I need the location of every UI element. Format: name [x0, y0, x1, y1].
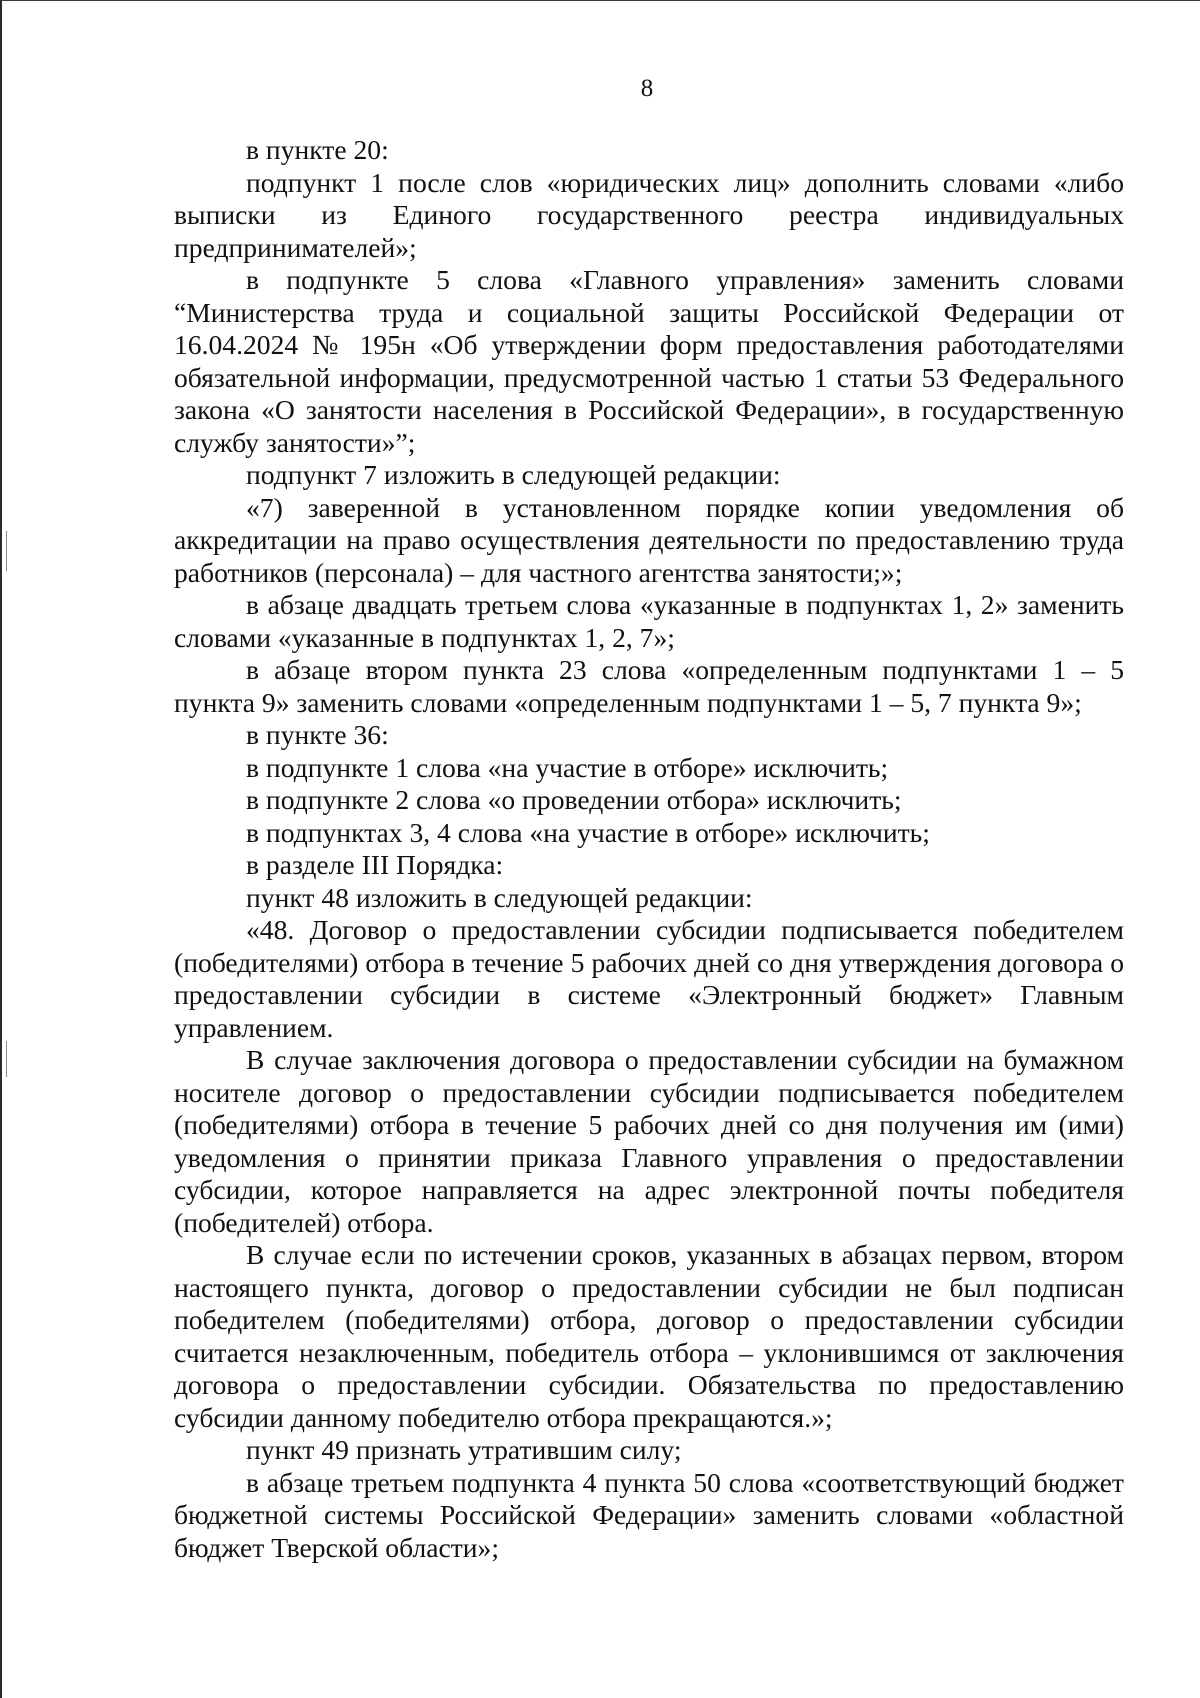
paragraph: В случае заключения договора о предоставлении субсидии на бумажном носителе договор о предоставлении субсидии подписывается победителем (победителями) отбора в течение 5 рабочих дней со дня получения им (ими) уведомления о принятии приказа Главного управления о предоставлении субсидии, которое направляется на адрес электронной почты победителя (победителей) отбора. [174, 1044, 1124, 1238]
paragraph: в абзаце третьем подпункта 4 пункта 50 слова «соответствующий бюджет бюджетной системы Российской Федерации» заменить словами «областной бюджет Тверской области»; [174, 1466, 1124, 1563]
page-number: 8 [640, 75, 654, 102]
paragraph: В случае если по истечении сроков, указанных в абзацах первом, втором настоящего пункта, договор о предоставлении субсидии не был подписан победителем (победителями) отбора, договор о предоставлении субсидии считается незаключенным, победитель отбора – уклонившимся от заключения договора о предоставлении субсидии. Обязательства по предоставлению субсидии данному победителю отбора прекращаются.»; [174, 1239, 1124, 1433]
paragraph: «48. Договор о предоставлении субсидии подписывается победителем (победителями) отбора в течение 5 рабочих дней со дня утверждения договора о предоставлении субсидии в системе «Электронный бюджет» Главным управлением. [174, 914, 1124, 1043]
paragraph: в пункте 36: [246, 719, 389, 750]
paragraph: подпункт 1 после слов «юридических лиц» дополнить словами «либо выписки из Единого государственного реестра индивидуальных предпринимателей»; [174, 166, 1124, 263]
paragraph: в подпунктах 3, 4 слова «на участие в отборе» исключить; [246, 816, 930, 848]
paragraph: «7) заверенной в установленном порядке копии уведомления об аккредитации на право осуществления деятельности по предоставлению труда работников (персонала) – для частного агентства занятости;»; [174, 491, 1124, 588]
paragraph: в абзаце двадцать третьем слова «указанные в подпунктах 1, 2» заменить словами «указанные в подпунктах 1, 2, 7»; [174, 589, 1124, 653]
paragraph: в разделе III Порядка: [246, 849, 504, 880]
paragraph: в подпункте 1 слова «на участие в отборе» исключить; [246, 751, 889, 783]
paragraph: в пункте 20: [246, 134, 389, 165]
paragraph: в подпункте 2 слова «о проведении отбора» исключить; [246, 784, 902, 815]
document-body [174, 134, 1124, 1564]
scan-edge-mark [6, 1041, 7, 1077]
paragraph: в абзаце втором пункта 23 слова «определенным подпунктами 1 – 5 пункта 9» заменить словами «определенным подпунктами 1 – 5, 7 пункта 9»; [174, 654, 1124, 718]
paragraph: в подпункте 5 слова «Главного управления» заменить словами “Министерства труда и социальной защиты Российской Федерации от 16.04.2024 № 195н «Об утверждении форм предоставления работодателями обязательной информации, предусмотренной частью 1 статьи 53 Федерального закона «О занятости населения в Российской Федерации», в государственную службу занятости»”; [174, 264, 1124, 458]
paragraph: пункт 49 признать утратившим силу; [246, 1434, 682, 1465]
scan-edge-mark [6, 531, 7, 571]
paragraph: подпункт 7 изложить в следующей редакции: [246, 459, 781, 490]
paragraph: пункт 48 изложить в следующей редакции: [246, 881, 753, 913]
